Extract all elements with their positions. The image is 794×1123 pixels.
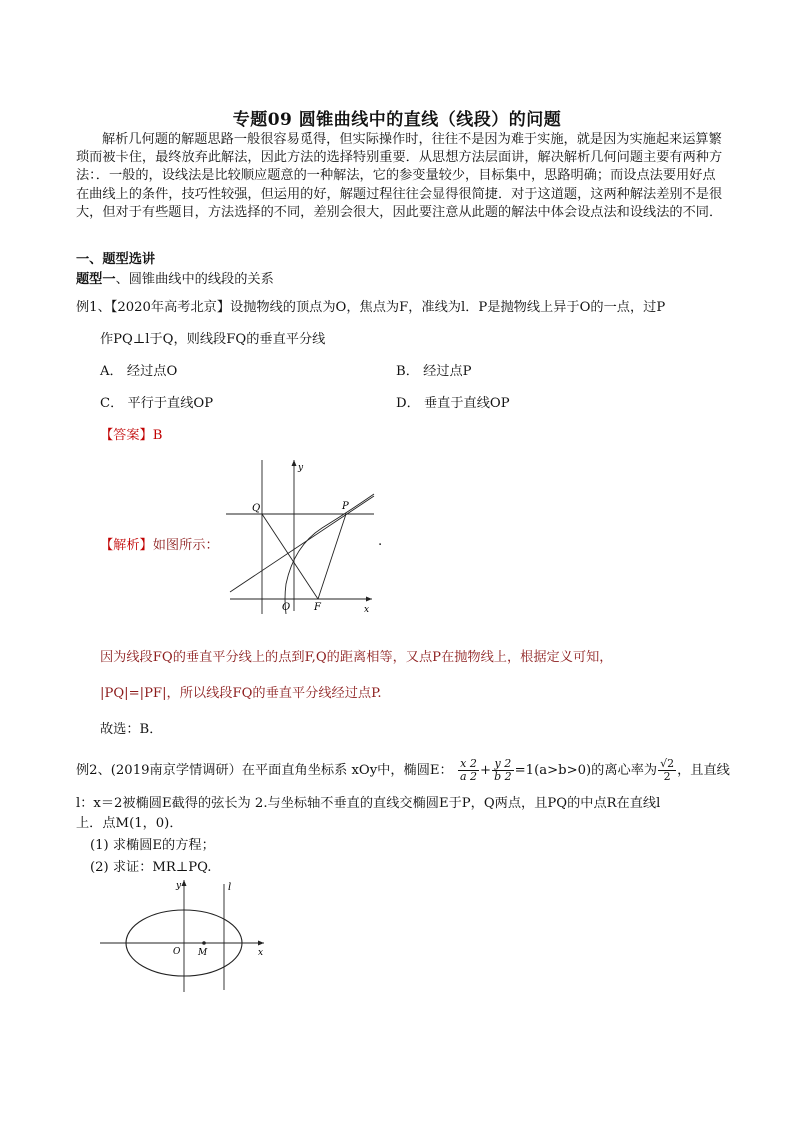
option-c: C． 平行于直线OP bbox=[100, 396, 214, 411]
fig1-p-label: P bbox=[342, 501, 349, 512]
page-title: 专题09 圆锥曲线中的直线（线段）的问题 bbox=[232, 110, 562, 130]
analysis-dot: . bbox=[378, 534, 383, 549]
ex2-line1-post: ，且直线 bbox=[677, 763, 730, 778]
fig1-q-label: Q bbox=[252, 503, 261, 514]
example2-line1 bbox=[76, 758, 730, 783]
section-heading: 一、题型选讲 bbox=[76, 252, 156, 267]
example2-line3: 上．点M(1，0)． bbox=[76, 816, 183, 831]
ecc-den: 2 bbox=[663, 770, 671, 783]
fig2-o-label: O bbox=[173, 947, 181, 957]
fig1-x-label: x bbox=[364, 605, 370, 615]
option-a: A． 经过点O bbox=[100, 364, 178, 379]
frac-x-num: x 2 bbox=[458, 758, 479, 771]
analysis-text: 如图所示： bbox=[152, 538, 219, 553]
fig1-f-label: F bbox=[314, 602, 321, 613]
reason-line2: |PQ|=|PF|，所以线段FQ的垂直平分线经过点P. bbox=[100, 686, 382, 701]
ellipse-figure bbox=[96, 876, 276, 996]
example1-line1: 例1、【2020年高考北京】设抛物线的顶点为O，焦点为F，准线为l．P是抛物线上异于O的一点，过P bbox=[76, 300, 666, 315]
fig1-o-label: O bbox=[282, 602, 291, 613]
fig1-y-label: y bbox=[298, 463, 304, 473]
type-label: 题型一 bbox=[76, 272, 116, 287]
answer-value: B bbox=[152, 428, 163, 443]
parabola-figure bbox=[222, 456, 382, 616]
fig2-m-label: M bbox=[198, 948, 208, 958]
question-type-heading bbox=[76, 268, 274, 287]
frac-y-num: y 2 bbox=[492, 758, 514, 771]
option-b: B． 经过点P bbox=[396, 364, 472, 379]
fig2-y-label: y bbox=[176, 881, 182, 891]
type-text: 、圆锥曲线中的线段的关系 bbox=[115, 272, 274, 287]
example1-line2: 作PQ⊥l于Q，则线段FQ的垂直平分线 bbox=[100, 332, 326, 347]
ex2-ecc-frac bbox=[658, 758, 676, 783]
analysis-line bbox=[100, 534, 219, 553]
ex2-plus: + bbox=[480, 763, 492, 778]
answer-label: 【答案】 bbox=[100, 428, 153, 443]
reason-line1: 因为线段FQ的垂直平分线上的点到F,Q的距离相等，又点P在抛物线上，根据定义可知， bbox=[100, 650, 613, 665]
ecc-num: √2 bbox=[660, 757, 675, 770]
question-2: (2) 求证：MR⊥PQ. bbox=[90, 860, 212, 875]
frac-y-den: b 2 bbox=[494, 770, 512, 783]
ex2-line1-pre: 例2、(2019南京学情调研）在平面直角坐标系 xOy中，椭圆E： bbox=[76, 763, 453, 778]
intro-paragraph: 解析几何题的解题思路一般很容易觅得，但实际操作时，往往不是因为难于实施，就是因为实施起来运算繁琐而被卡住，最终放弃此解法，因此方法的选择特别重要．从思想方法层面讲，解决解析几何问题主要有两种方法：．一般的，设线法是比较顺应题意的一种解法，它的参变量较少，目标集中，思路明确；而设点法要用好点在曲线上的条件，技巧性较强，但运用的好，解题过程往往会显得很简捷．对于这道题，这两种解法差别不是很大，但对于有些题目，方法选择的不同，差别会很大，因此要注意从此题的解法中体会设点法和设线法的不同． bbox=[76, 132, 723, 220]
answer-line bbox=[100, 424, 162, 443]
option-d: D． 垂直于直线OP bbox=[396, 396, 510, 411]
ex2-frac-y bbox=[492, 758, 514, 783]
fig2-x-label: x bbox=[258, 948, 264, 958]
choose-line: 故选：B． bbox=[100, 722, 163, 737]
example2-line2: l：x＝2被椭圆E截得的弦长为 2.与坐标轴不垂直的直线交椭圆E于P，Q两点，且PQ的中点R在直线l bbox=[76, 796, 661, 811]
ex2-frac-x bbox=[458, 758, 479, 783]
fig2-l-label: l bbox=[228, 882, 232, 893]
frac-x-den: a 2 bbox=[459, 770, 478, 783]
ex2-line1-mid: =1(a>b>0)的离心率为 bbox=[514, 763, 658, 778]
question-1: (1) 求椭圆E的方程； bbox=[90, 838, 215, 853]
analysis-label: 【解析】 bbox=[100, 538, 153, 553]
